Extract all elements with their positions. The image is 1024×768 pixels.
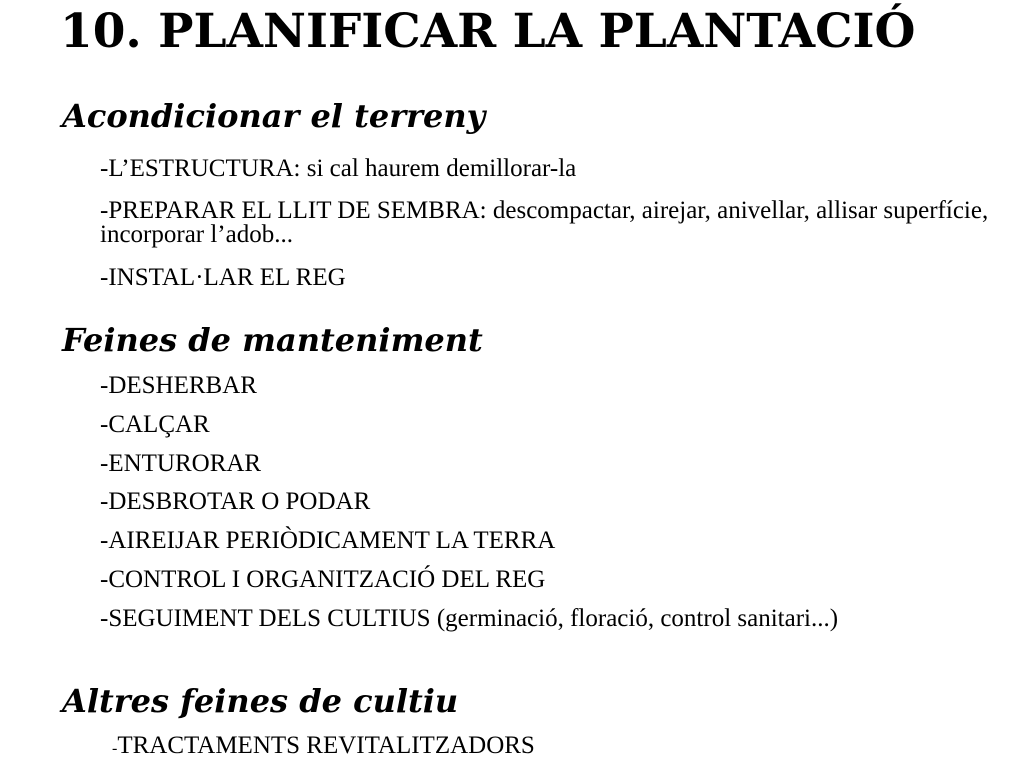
list-item (112, 733, 535, 761)
list-item: -DESBROTAR O PODAR (100, 488, 371, 515)
list-item-dash: - (112, 740, 118, 757)
list-item: -CONTROL I ORGANITZACIÓ DEL REG (100, 566, 546, 593)
section-heading-manteniment: Feines de manteniment (62, 321, 483, 359)
list-item: -DESHERBAR (100, 372, 257, 399)
list-item: -AIREIJAR PERIÒDICAMENT LA TERRA (100, 527, 556, 554)
list-item: -INSTAL·LAR EL REG (100, 264, 346, 291)
list-item: -PREPARAR EL LLIT DE SEMBRA: descompactar, airejar, anivellar, allisar superfície, incorporar l’adob... (100, 197, 989, 248)
list-item-text: TRACTAMENTS REVITALITZADORS (117, 732, 535, 759)
list-item: -L’ESTRUCTURA: si cal haurem demillorar-la (100, 155, 577, 182)
page-title: 10. PLANIFICAR LA PLANTACIÓ (60, 4, 916, 59)
list-item: -CALÇAR (100, 411, 210, 438)
list-item: -SEGUIMENT DELS CULTIUS (germinació, floració, control sanitari...) (100, 605, 839, 632)
list-item: -ENTURORAR (100, 450, 262, 477)
section-heading-altres: Altres feines de cultiu (62, 682, 459, 720)
section-heading-acondicionar: Acondicionar el terreny (62, 97, 486, 135)
